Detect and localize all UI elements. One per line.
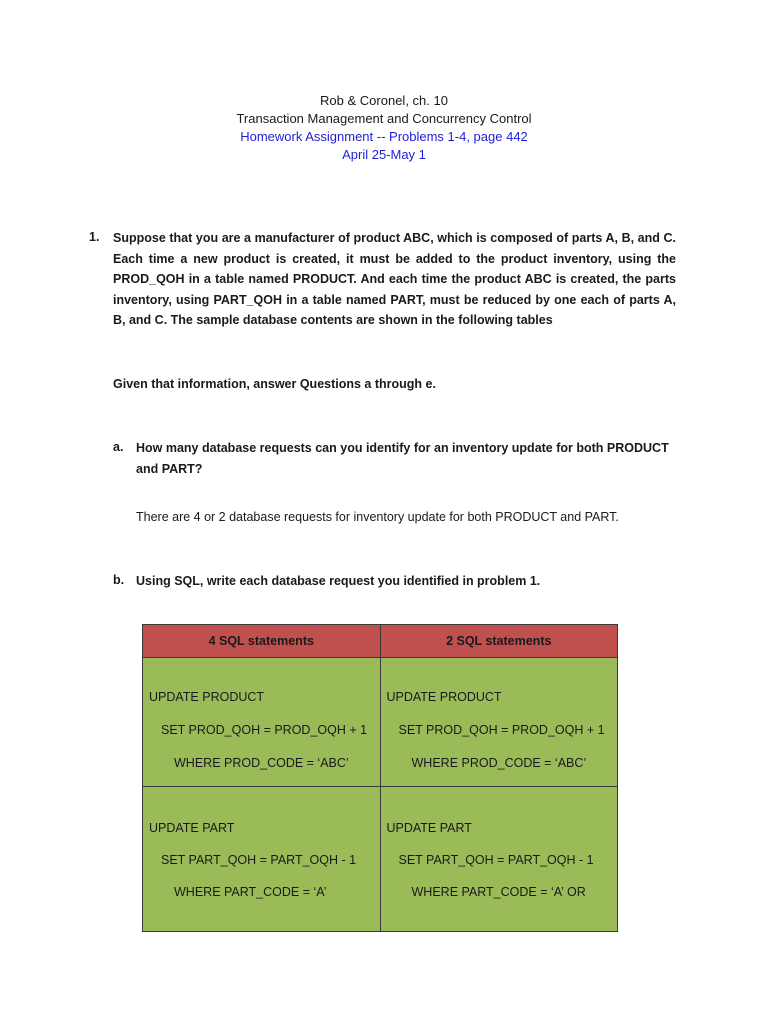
- sql-line: UPDATE PRODUCT: [386, 690, 502, 704]
- question-b-text: Using SQL, write each database request you identified in problem 1.: [136, 574, 541, 588]
- given-text: Given that information, answer Questions a through e.: [113, 377, 436, 391]
- question-b-letter: b.: [113, 573, 125, 587]
- sql-line: WHERE PROD_CODE = ‘ABC’: [411, 756, 587, 770]
- problem-text: Suppose that you are a manufacturer of product ABC, which is composed of parts A, B, and C. Each time a new product is created, it must be added to the product inventory, using the PROD_QOH in a table named PRODUCT. And each time the product ABC is created, the parts inventory, using PART_QOH in a table named PART, must be reduced by one each of parts A, B, and C. The sample database contents are shown in the following tables: [113, 231, 676, 327]
- question-a-letter: a.: [113, 440, 124, 454]
- sql-line: SET PART_QOH = PART_OQH - 1: [398, 853, 594, 867]
- question-a-answer: There are 4 or 2 database requests for inventory update for both PRODUCT and PART.: [136, 510, 619, 524]
- sql-line: SET PROD_QOH = PROD_OQH + 1: [398, 723, 605, 737]
- sql-line: UPDATE PART: [149, 821, 235, 835]
- course-line: Rob & Coronel, ch. 10: [320, 93, 448, 108]
- table-cell: [143, 787, 381, 932]
- sql-line: SET PROD_QOH = PROD_OQH + 1: [161, 723, 368, 737]
- sql-table: [142, 624, 618, 932]
- table-header-row: [143, 625, 618, 658]
- sql-line: UPDATE PRODUCT: [149, 690, 265, 704]
- header-2-sql: 2 SQL statements: [380, 625, 618, 658]
- chapter-title: Transaction Management and Concurrency Control: [236, 111, 532, 126]
- sql-line: SET PART_QOH = PART_OQH - 1: [161, 853, 357, 867]
- table-cell: [380, 658, 618, 787]
- table-cell: [143, 658, 381, 787]
- sql-line: WHERE PART_CODE = ‘A’ OR: [411, 885, 586, 899]
- sql-line: WHERE PROD_CODE = ‘ABC’: [174, 756, 349, 770]
- table-cell: [380, 787, 618, 932]
- sql-line: UPDATE PART: [386, 821, 472, 835]
- date-line: April 25-May 1: [342, 147, 426, 162]
- table-row: [143, 658, 618, 787]
- problem-number: 1.: [89, 230, 100, 244]
- document-header: [0, 92, 768, 164]
- header-4-sql: 4 SQL statements: [143, 625, 381, 658]
- assignment-line: Homework Assignment -- Problems 1-4, page 442: [240, 129, 528, 144]
- sql-line: WHERE PART_CODE = ‘A’: [174, 885, 327, 899]
- table-row: [143, 787, 618, 932]
- question-a-text: How many database requests can you identify for an inventory update for both PRODUCT and PART?: [136, 441, 669, 476]
